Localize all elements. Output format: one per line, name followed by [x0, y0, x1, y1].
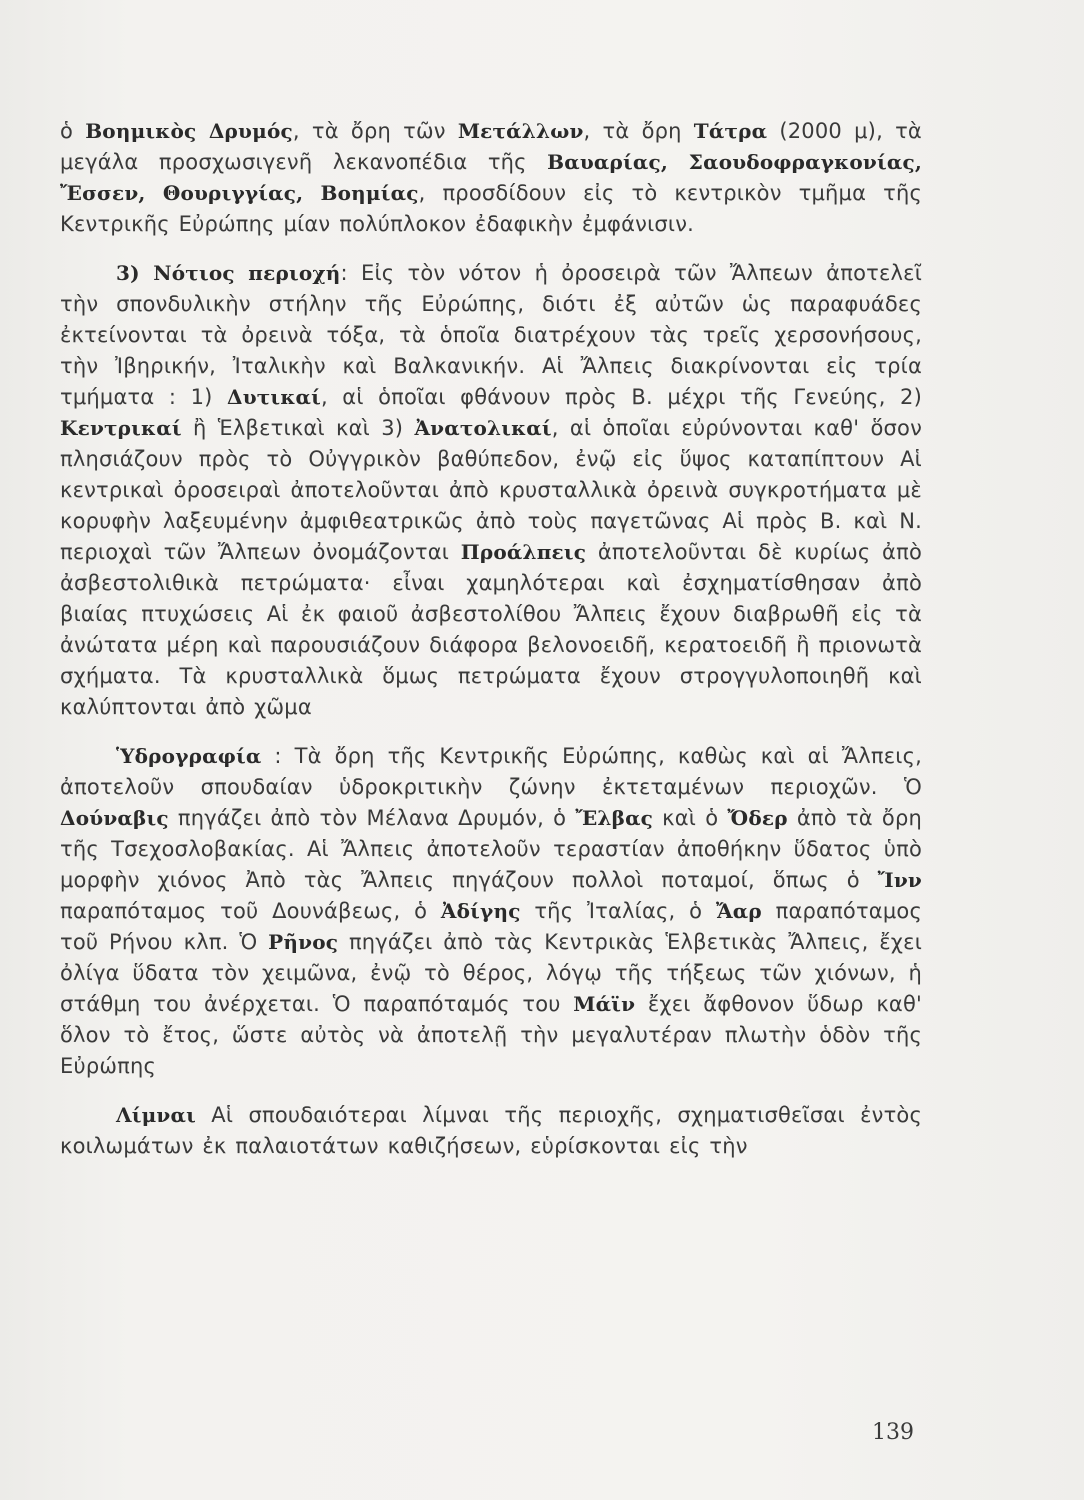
text-run: τῆς Ἰταλίας, ὁ: [520, 899, 716, 923]
text-run: ἔχει ἄφθονον ὕδωρ καθ' ὅλον τὸ ἔτος, ὥστε αὐτὸς νὰ ἀποτελῇ τὴν μεγαλυτέραν πλωτὴν ὁδὸν τῆς Εὐρώπης: [60, 992, 922, 1078]
text-run: , προσδίδουν εἰς τὸ κεντρικὸν τμῆμα τῆς Κεντρικῆς Εὐρώπης μίαν πολύπλοκον ἐδαφικὴν ἐμφάνισιν.: [60, 181, 922, 236]
text-run: , αἱ ὁποῖαι εὐρύνονται καθ' ὅσον πλησιάζουν πρὸς τὸ Οὐγγρικὸν βαθύπεδον, ἐνῷ εἰς ὕψος καταπίπτουν Αἱ κεντρικαὶ ὀροσειραὶ ἀποτελοῦνται ἀπὸ κρυσταλλικὰ ὀρεινὰ συγκροτήματα μὲ κορυφὴν λαξευμένην ἀμφιθεατρικῶς ἀπὸ τοὺς παγετῶνας Αἱ πρὸς Β. καὶ Ν. περιοχαὶ τῶν Ἄλπεων ὀνομάζονται: [60, 416, 922, 564]
text-run: πηγάζει ἀπὸ τὰς Κεντρικὰς Ἑλβετικὰς Ἄλπεις, ἔχει ὀλίγα ὕδατα τὸν χειμῶνα, ἐνῷ τὸ θέρος, λόγῳ τῆς τήξεως τῶν χιόνων, ἡ στάθμη του ἀνέρχεται. Ὁ παραπόταμός του: [60, 930, 922, 1016]
bold-term: Ἄαρ: [715, 899, 762, 923]
text-run: (2000 μ), τὰ μεγάλα προσχωσιγενῆ λεκανοπέδια τῆς: [60, 119, 922, 174]
text-run: , τὰ ὄρη τῶν: [292, 119, 458, 143]
text-run: ὁ: [60, 119, 86, 143]
bold-term: Μετάλλων: [457, 119, 584, 143]
text-run: ἢ Ἑλβετικαὶ καὶ 3): [181, 416, 415, 440]
text-run: : Τὰ ὄρη τῆς Κεντρικῆς Εὐρώπης, καθὼς καὶ αἱ Ἄλπεις, ἀποτελοῦν σπουδαίαν ὑδροκριτικὴν ζώνην ἐκτεταμένων περιοχῶν. Ὁ: [60, 744, 922, 799]
text-run: Αἱ σπουδαιότεραι λίμναι τῆς περιοχῆς, σχηματισθεῖσαι ἐντὸς κοιλωμάτων ἐκ παλαιοτάτων καθιζήσεων, εὑρίσκονται εἰς τὴν: [60, 1103, 922, 1158]
text-run: ἀπὸ τὰ ὄρη τῆς Τσεχοσλοβακίας. Αἱ Ἄλπεις ἀποτελοῦν τεραστίαν ἀποθήκην ὕδατος ὑπὸ μορφὴν χιόνος Ἀπὸ τὰς Ἄλπεις πηγάζουν πολλοὶ ποταμοί, ὅπως ὁ: [60, 806, 922, 892]
section-heading: 3) Νότιος περιοχή: [116, 261, 341, 285]
section-heading: Ὑδρογραφία: [116, 744, 262, 768]
text-run: ἀποτελοῦνται δὲ κυρίως ἀπὸ ἀσβεστολιθικὰ πετρώματα· εἶναι χαμηλότεραι καὶ ἐσχηματίσθησαν ἀπὸ βιαίας πτυχώσεις Αἱ ἐκ φαιοῦ ἀσβεστολίθου Ἄλπεις ἔχουν διαβρωθῆ εἰς τὰ ἀνώτατα μέρη καὶ παρουσιάζουν διάφορα βελονοειδῆ, κερατοειδῆ ἢ πριονωτὰ σχήματα. Τὰ κρυσταλλικὰ ὅμως πετρώματα ἔχουν στρογγυλοποιηθῆ καὶ καλύπτονται ἀπὸ χῶμα: [60, 540, 922, 719]
bold-term: Ἀνατολικαί: [414, 416, 552, 440]
page-number: 139: [872, 1420, 914, 1445]
text-run: παραπόταμος τοῦ Ρήνου κλπ. Ὁ: [60, 899, 922, 954]
bold-term: Κεντρικαί: [60, 416, 182, 440]
bold-term: Ὄδερ: [727, 806, 788, 830]
paragraph-lakes: [60, 1100, 922, 1162]
text-run: , αἱ ὁποῖαι φθάνουν πρὸς Β. μέχρι τῆς Γενεύης, 2): [320, 385, 922, 409]
bold-term: Δούναβις: [60, 806, 169, 830]
text-run: : Εἰς τὸν νότον ἡ ὀροσειρὰ τῶν Ἄλπεων ἀποτελεῖ τὴν σπονδυλικὴν στήλην τῆς Εὐρώπης, διότι ἐξ αὐτῶν ὡς παραφυάδες ἐκτείνονται τὰ ὀρεινὰ τόξα, τὰ ὁποῖα διατρέχουν τὰς τρεῖς χερσονήσους, τὴν Ἰβηρικήν, Ἰταλικὴν καὶ Βαλκανικήν. Αἱ Ἄλπεις διακρίνονται εἰς τρία τμήματα : 1): [60, 261, 922, 409]
bold-term: Βαυαρίας, Σαουδοφραγκονίας, Ἔσσεν, Θουριγγίας, Βοημίας: [60, 150, 922, 205]
bold-term: Δυτικαί: [226, 385, 321, 409]
text-run: καὶ ὁ: [653, 806, 728, 830]
body-text: [60, 116, 922, 1162]
bold-term: Τάτρα: [693, 119, 768, 143]
bold-term: Ἴνν: [877, 868, 922, 892]
section-heading: Λίμναι: [116, 1103, 196, 1127]
bold-term: Βοημικὸς Δρυμός: [85, 119, 293, 143]
text-run: , τὰ ὄρη: [583, 119, 694, 143]
bold-term: Ρῆνος: [268, 930, 339, 954]
bold-term: Μάϊν: [573, 992, 636, 1016]
paragraph-southern-region: [60, 258, 922, 723]
text-run: πηγάζει ἀπὸ τὸν Μέλανα Δρυμόν, ὁ: [168, 806, 576, 830]
paragraph-mountains-central: [60, 116, 922, 240]
paragraph-hydrography: [60, 741, 922, 1082]
text-run: παραπόταμος τοῦ Δουνάβεως, ὁ: [60, 899, 441, 923]
bold-term: Ἀδίγης: [440, 899, 521, 923]
bold-term: Προάλπεις: [460, 540, 587, 564]
bold-term: Ἔλβας: [575, 806, 654, 830]
